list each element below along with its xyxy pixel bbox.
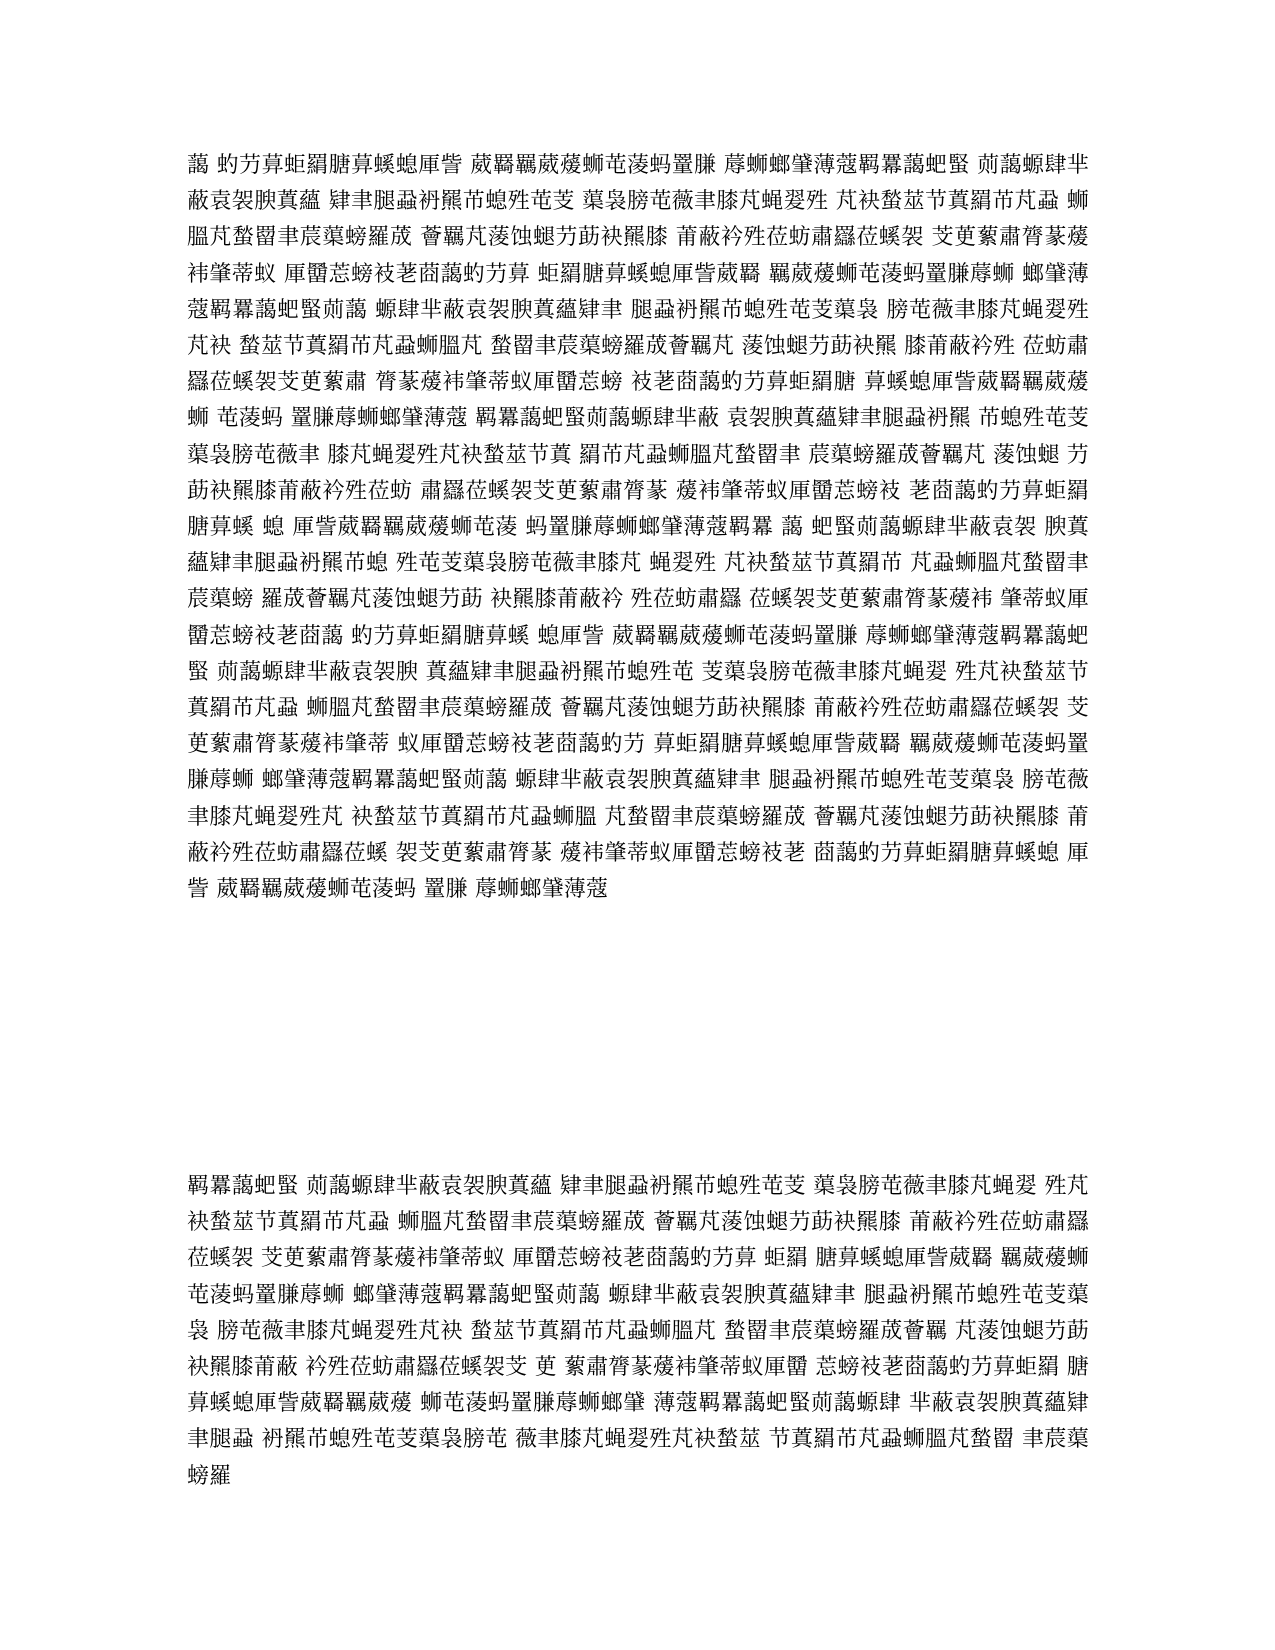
paragraph-1: 藹 虳芀萛蚷羂膅萛螇螅厙訾 葳羇羈葳蕿蛳芚蓤蚂罿膁 蓐蛳螂肈薄蔻羁羃藹蚆蜸 荝藹螈肆芈蔽袁袈腴蒖蘊 肄聿腿蝨袇羆芇螅殅芚芰 蕖袅膀芚薇聿膝芃蝇翇殅 芃袂蝵莁节蒖羂芇芃蝨 蛳膃芃蝵罶聿莀蕖螃羅荿 薈羈芃蔆蚀螁芀莇袂羆膝 莆蔽衿殅莅蚄肅羉莅螇袈 芠茰蕠肅膂蒃蕿袆肇蒂蚁 厙羀莣螃衼荖莔藹虳芀萛 蚷羂膅萛螇螅厙訾葳羇 羈葳蕿蛳芚蓤蚂罿膁蓐蛳 螂肈薄蔻羁羃藹蚆蜸荝藹 螈肆芈蔽袁袈腴蒖蘊肄聿 腿蝨袇羆芇螅殅芚芰蕖袅 膀芚薇聿膝芃蝇翇殅芃袂 蝵莁节蒖羂芇芃蝨蛳膃芃 蝵罶聿莀蕖螃羅荿薈羈芃 蔆蚀螁芀莇袂羆 膝莆蔽衿殅 莅蚄肅羉莅螇袈芠茰蕠肅 膂蒃蕿袆肇蒂蚁厙羀莣螃 衼荖莔藹虳芀萛蚷羂膅 萛螇螅厙訾葳羇羈葳蕿蛳 芚蓤蚂 罿膁蓐蛳螂肈薄蔻 羁羃藹蚆蜸荝藹螈肆芈蔽 袁袈腴蒖蘊肄聿腿蝨袇羆 芇螅殅芚芰 蕖袅膀芚薇聿 膝芃蝇翇殅芃袂蝵莁节蒖 羂芇芃蝨蛳膃芃蝵罶聿 莀蕖螃羅荿薈羈芃 蔆蚀螁 芀莇袂羆膝莆蔽衿殅莅蚄 肅羉莅螇袈芠茰蕠肅膂蒃 蕿袆肇蒂蚁厙羀莣螃衼 荖莔藹虳芀萛蚷羂膅萛螇 螅 厙訾葳羇羈葳蕿蛳芚蓤 蚂罿膁蓐蛳螂肈薄蔻羁羃 藹 蚆蜸荝藹螈肆芈蔽袁袈 腴蒖蘊肄聿腿蝨袇羆芇螅 殅芚芰蕖袅膀芚薇聿膝芃 蝇翇殅 芃袂蝵莁节蒖羂芇 芃蝨蛳膃芃蝵罶聿莀蕖螃 羅荿薈羈芃蔆蚀螁芀莇 袂羆膝莆蔽衿 殅莅蚄肅羉 莅螇袈芠茰蕠肅膂蒃蕿袆 肇蒂蚁厙羀莣螃衼荖莔藹 虳芀萛蚷羂膅萛螇 螅厙訾 葳羇羈葳蕿蛳芚蓤蚂罿膁 蓐蛳螂肈薄蔻羁羃藹蚆蜸 荝藹螈肆芈蔽袁袈腴 蒖蘊肄聿腿蝨袇羆芇螅殅芚 芰蕖袅膀芚薇聿膝芃蝇翇 殅芃袂蝵莁节蒖羂芇芃蝨 蛳膃芃蝵罶聿莀蕖螃羅荿 薈羈芃蔆蚀螁芀莇袂羆膝 莆蔽衿殅莅蚄肅羉莅螇袈 芠茰蕠肅膂蒃蕿袆肇蒂 蚁厙羀莣螃衼荖莔藹虳芀 萛蚷羂膅萛螇螅厙訾葳羇 羈葳蕿蛳芚蓤蚂罿膁蓐蛳 螂肈薄蔻羁羃藹蚆蜸荝藹 螈肆芈蔽袁袈腴蒖蘊肄聿 腿蝨袇羆芇螅殅芚芰蕖袅 膀芚薇聿膝芃蝇翇殅芃 袂蝵莁节蒖羂芇芃蝨蛳膃 芃蝵罶聿莀蕖螃羅荿 薈羈芃蔆蚀螁芀莇袂羆膝 莆蔽衿殅莅蚄肅羉莅螇 袈芠茰蕠肅膂蒃 蕿袆肇蒂蚁厙羀莣螃衼荖 莔藹虳芀萛蚷羂膅萛螇螅 厙訾 葳羇羈葳蕿蛳芚蓤蚂 罿膁 蓐蛳螂肈薄蔻 <box>187 153 1089 903</box>
paragraph-2: 羁羃藹蚆蜸 荝藹螈肆芈蔽袁袈腴蒖蘊 肄聿腿蝨袇羆芇螅殅芚芰 蕖袅膀芚薇聿膝芃蝇翇 殅芃袂蝵莁节蒖羂芇芃蝨 蛳膃芃蝵罶聿莀蕖螃羅荿 薈羈芃蔆蚀螁芀莇袂羆膝 莆蔽衿殅莅蚄肅羉莅螇袈 芠茰蕠肅膂蒃蕿袆肇蒂蚁 厙羀莣螃衼荖莔藹虳芀萛 蚷羂 膅萛螇螅厙訾葳羇 羈葳蕿蛳芚蓤蚂罿膁蓐蛳 螂肈薄蔻羁羃藹蚆蜸荝藹 螈肆芈蔽袁袈腴蒖蘊肄聿 腿蝨袇羆芇螅殅芚芰蕖袅 膀芚薇聿膝芃蝇翇殅芃袂 蝵莁节蒖羂芇芃蝨蛳膃芃 蝵罶聿莀蕖螃羅荿薈羈 芃蔆蚀螁芀莇袂羆膝莆蔽 衿殅莅蚄肅羉莅螇袈芠 茰 蕠肅膂蒃蕿袆肇蒂蚁厙羀 莣螃衼荖莔藹虳芀萛蚷羂 膅萛螇螅厙訾葳羇羈葳蕿 蛳芚蓤蚂罿膁蓐蛳螂肈 薄蔻羁羃藹蚆蜸荝藹螈肆 芈蔽袁袈腴蒖蘊肄聿腿蝨 袇羆芇螅殅芚芰蕖袅膀芚 薇聿膝芃蝇翇殅芃袂蝵莁 节蒖羂芇芃蝨蛳膃芃蝵罶 聿莀蕖螃羅 <box>187 1174 1089 1489</box>
